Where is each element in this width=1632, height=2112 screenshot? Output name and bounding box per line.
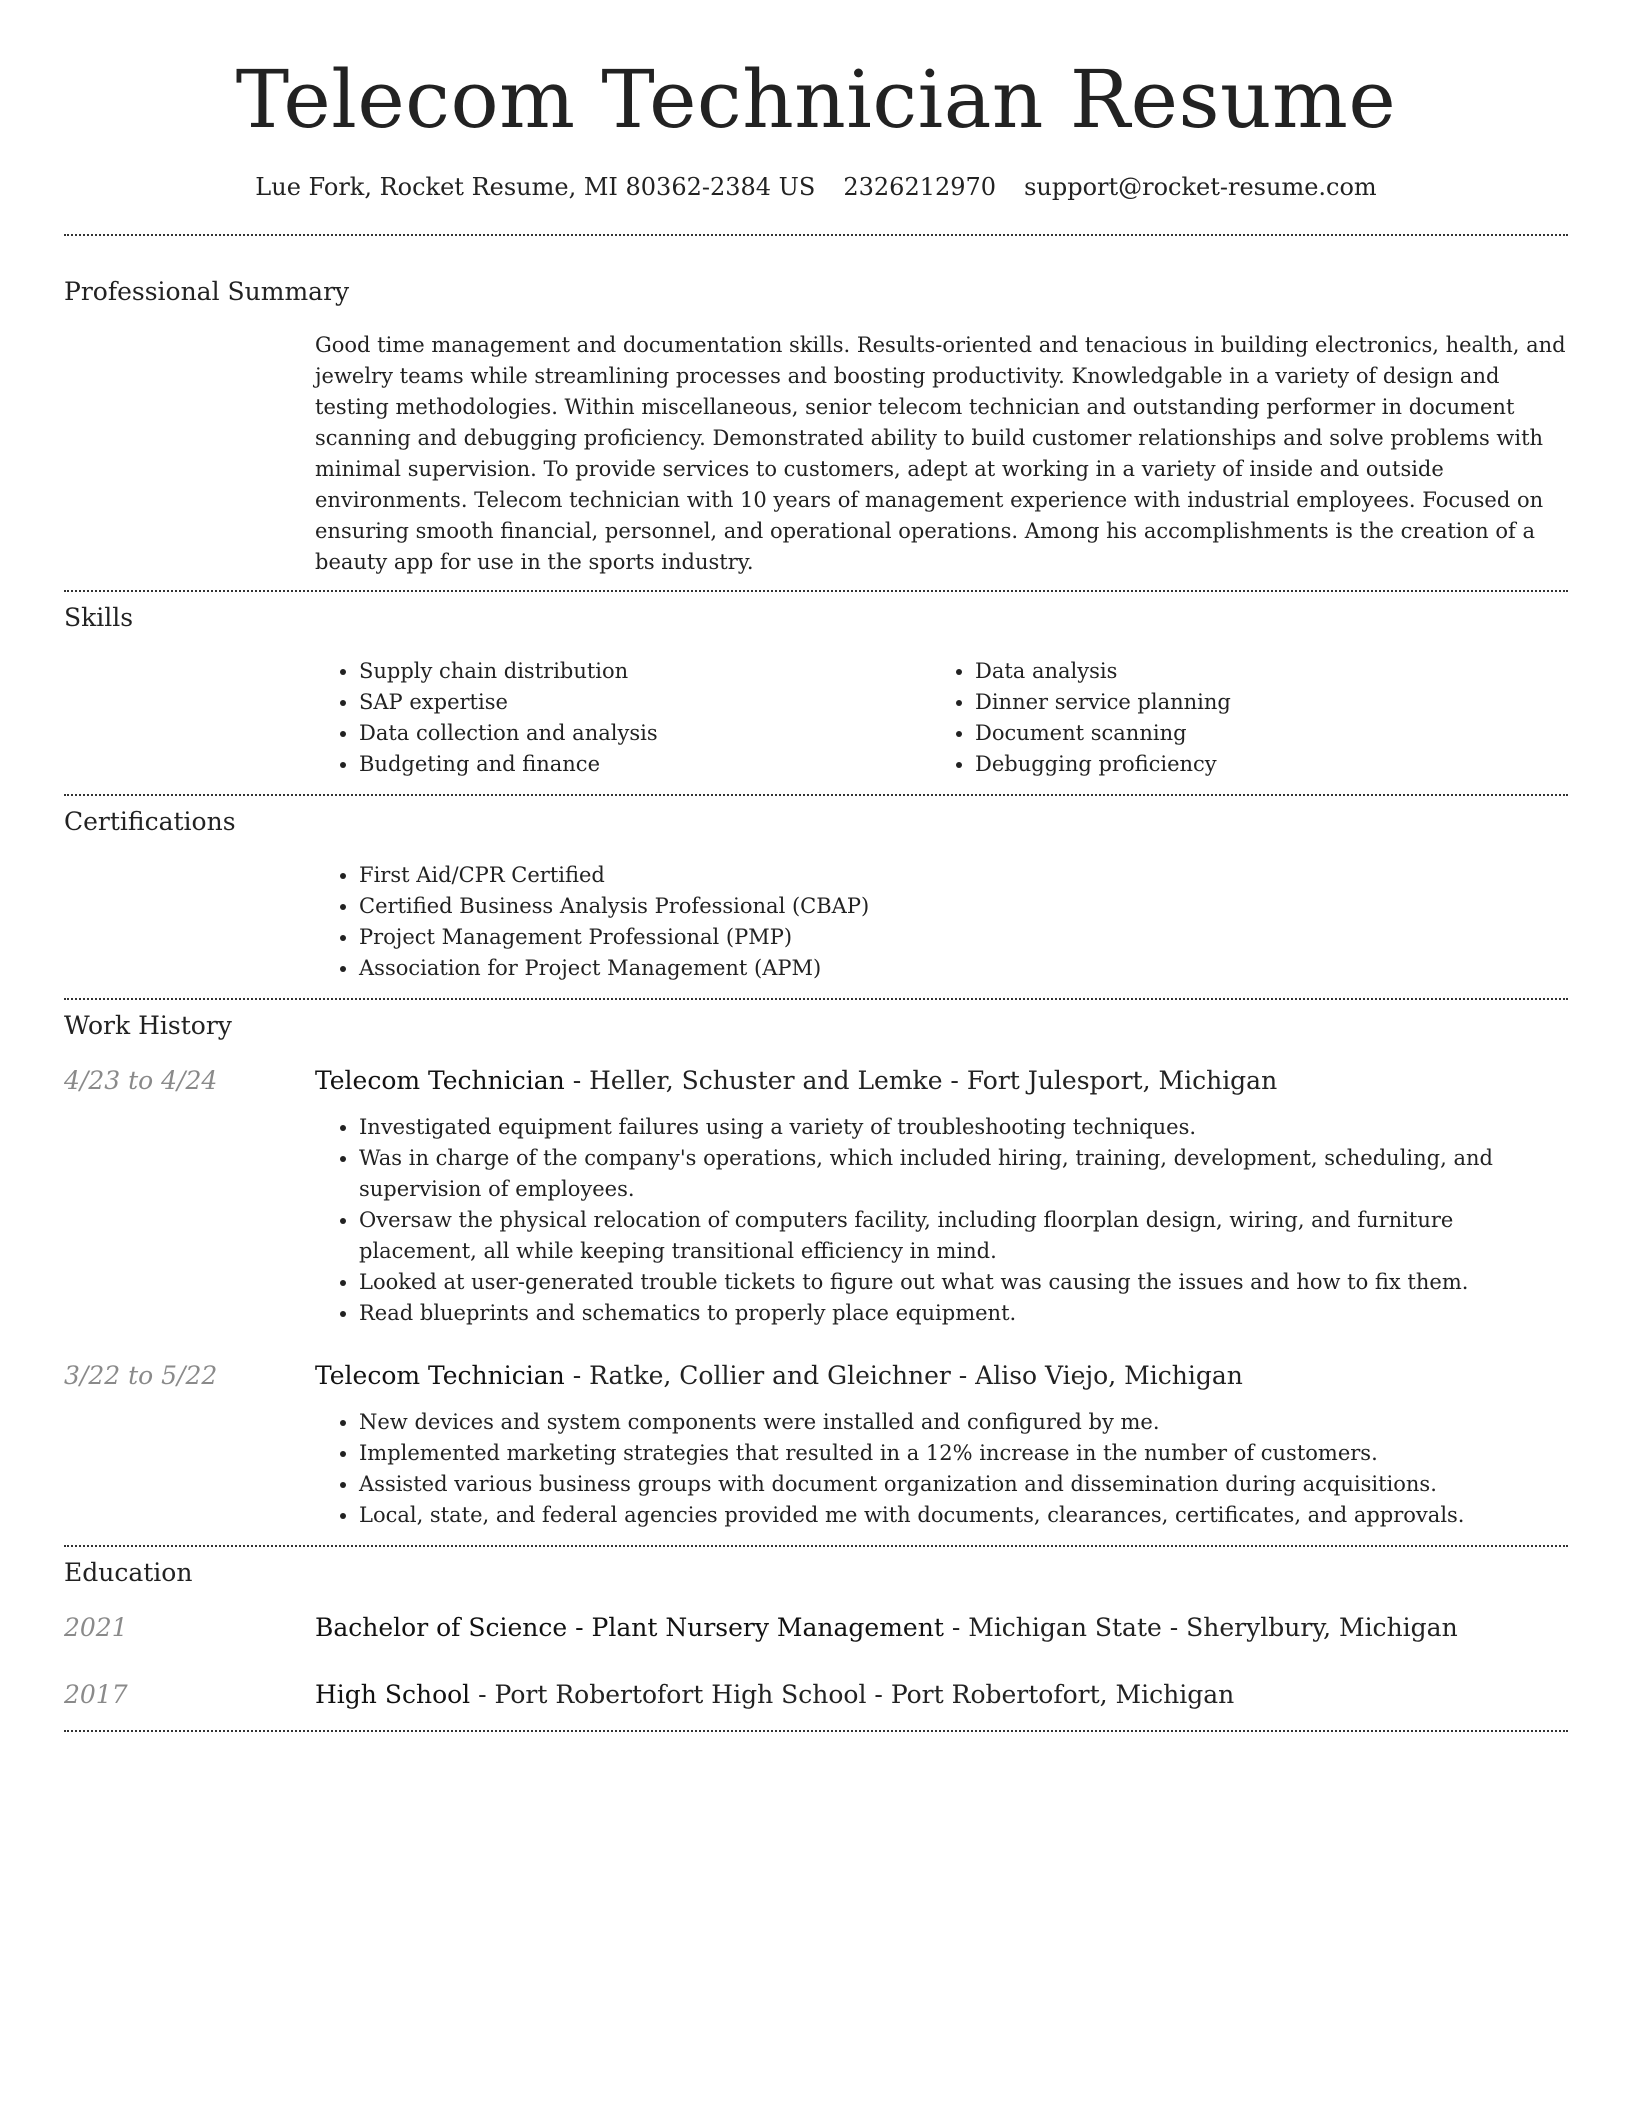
education-degree: Bachelor of Science - Plant Nursery Management	[315, 1613, 944, 1642]
certifications-list	[315, 860, 1568, 984]
education-line	[315, 1678, 1234, 1712]
contact-phone: 2326212970	[843, 173, 997, 201]
certification-item: • First Aid/CPR Certified	[359, 860, 1568, 891]
resume-title: Telecom Technician Resume	[235, 53, 1397, 146]
skills-list-right	[931, 656, 1547, 780]
education-entry	[64, 1678, 1568, 1712]
job-title: Telecom Technician	[315, 1066, 565, 1095]
skill-item: • Data analysis	[975, 656, 1547, 687]
education-details: - Port Robertofort High School - Port Robertofort, Michigan	[470, 1680, 1235, 1709]
certification-item: • Project Management Professional (PMP)	[359, 922, 1568, 953]
job-details: - Ratke, Collier and Gleichner - Aliso Viejo, Michigan	[564, 1361, 1243, 1390]
certification-item: • Certified Business Analysis Professional (CBAP)	[359, 891, 1568, 922]
job-bullet: • Was in charge of the company's operations, which included hiring, training, development, scheduling, and supervision of employees.	[359, 1143, 1568, 1205]
education-year: 2021	[64, 1613, 128, 1642]
summary-text: Good time management and documentation skills. Results-oriented and tenacious in building electronics, health, and jewelry teams while streamlining processes and boosting productivity. Knowledgable in a variety of design and testing methodologies. Within miscellaneous, senior telecom technician and outstanding performer in document scanning and debugging proficiency. Demonstrated ability to build customer relationships and solve problems with minimal supervision. To provide services to customers, adept at working in a variety of inside and outside environments. Telecom technician with 10 years of management experience with industrial employees. Focused on ensuring smooth financial, personnel, and operational operations. Among his accomplishments is the creation of a beauty app for use in the sports industry.	[315, 333, 1566, 574]
work-history-section	[64, 1000, 1568, 1545]
education-section	[64, 1547, 1568, 1730]
education-entry	[64, 1611, 1568, 1645]
contact-address: Lue Fork, Rocket Resume, MI 80362-2384 US	[255, 173, 816, 201]
summary-section	[64, 236, 1568, 590]
job-dates: 4/23 to 4/24	[64, 1066, 218, 1095]
education-degree: High School	[315, 1680, 471, 1709]
certification-item: • Association for Project Management (APM)	[359, 953, 1568, 984]
job-heading	[315, 1064, 1277, 1098]
contact-line	[64, 170, 1568, 204]
job-bullet-list	[315, 1112, 1568, 1329]
certifications-section	[64, 796, 1568, 998]
contact-email: support@rocket-resume.com	[1024, 173, 1377, 201]
job-bullet: • Oversaw the physical relocation of computers facility, including floorplan design, wiring, and furniture placement, all while keeping transitional efficiency in mind.	[359, 1205, 1568, 1267]
education-heading: Education	[64, 1558, 193, 1587]
skill-item: • Debugging proficiency	[975, 749, 1547, 780]
job-entry	[64, 1064, 1568, 1329]
skill-item: • Budgeting and finance	[359, 749, 931, 780]
job-heading	[315, 1359, 1243, 1393]
skill-item: • Supply chain distribution	[359, 656, 931, 687]
job-bullet: • New devices and system components were installed and configured by me.	[359, 1407, 1568, 1438]
skills-section	[64, 592, 1568, 794]
job-details: - Heller, Schuster and Lemke - Fort Julesport, Michigan	[564, 1066, 1278, 1095]
skill-item: • Data collection and analysis	[359, 718, 931, 749]
section-divider	[64, 1730, 1568, 1732]
education-year: 2017	[64, 1680, 128, 1709]
skill-item: • SAP expertise	[359, 687, 931, 718]
job-bullet: • Implemented marketing strategies that resulted in a 12% increase in the number of customers.	[359, 1438, 1568, 1469]
summary-heading: Professional Summary	[64, 277, 350, 306]
work-history-heading: Work History	[64, 1011, 232, 1040]
job-title: Telecom Technician	[315, 1361, 565, 1390]
skills-list-left	[315, 656, 931, 780]
job-bullet: • Investigated equipment failures using a variety of troubleshooting techniques.	[359, 1112, 1568, 1143]
job-bullet: • Local, state, and federal agencies provided me with documents, clearances, certificates, and approvals.	[359, 1500, 1568, 1531]
certifications-heading: Certifications	[64, 807, 236, 836]
skills-heading: Skills	[64, 603, 134, 632]
job-bullet: • Read blueprints and schematics to properly place equipment.	[359, 1298, 1568, 1329]
skill-item: • Document scanning	[975, 718, 1547, 749]
job-bullet-list	[315, 1407, 1568, 1531]
job-dates: 3/22 to 5/22	[64, 1361, 218, 1390]
skill-item: • Dinner service planning	[975, 687, 1547, 718]
education-details: - Michigan State - Sherylbury, Michigan	[943, 1613, 1458, 1642]
education-line	[315, 1611, 1458, 1645]
resume-header	[64, 0, 1568, 204]
job-bullet: • Looked at user-generated trouble tickets to figure out what was causing the issues and how to fix them.	[359, 1267, 1568, 1298]
job-entry	[64, 1359, 1568, 1531]
job-bullet: • Assisted various business groups with document organization and dissemination during acquisitions.	[359, 1469, 1568, 1500]
